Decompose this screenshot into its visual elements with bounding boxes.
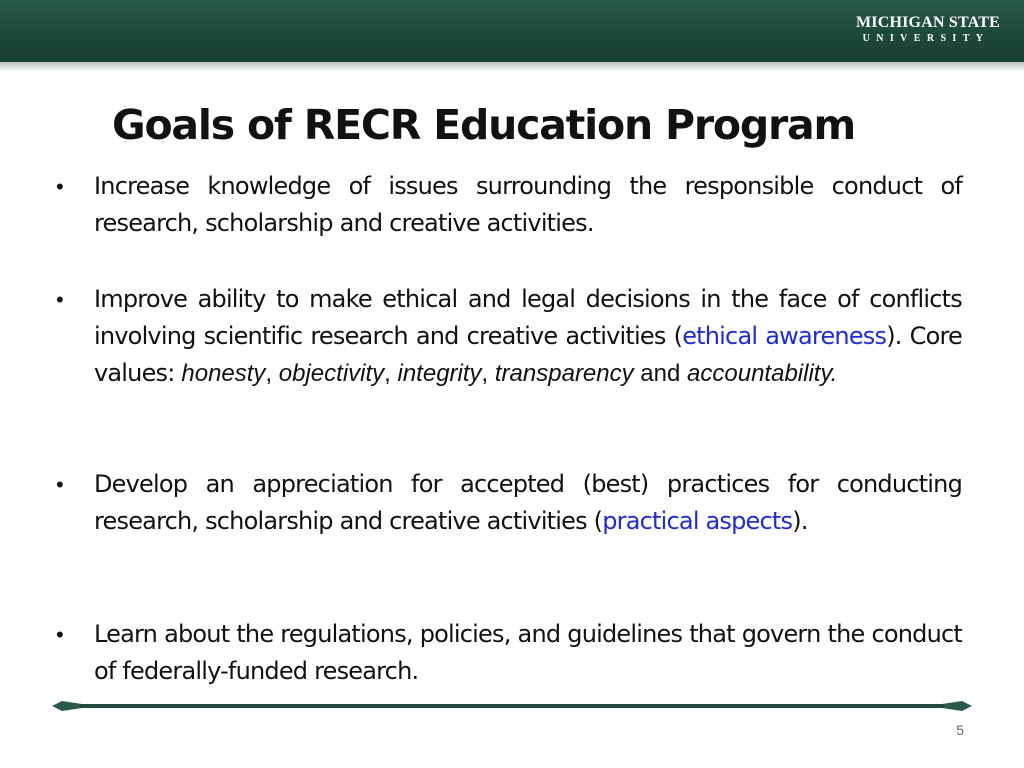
bullet-text (94, 281, 962, 392)
bullet-text (94, 168, 962, 242)
core-value-accountability: accountability. (687, 360, 838, 387)
separator: , (384, 360, 398, 387)
core-value-integrity: integrity (397, 360, 482, 387)
bullet-text (94, 616, 962, 690)
bullet-2-text-after: ). Core values: (94, 322, 962, 387)
separator: , (265, 360, 279, 387)
bullet-icon: • (56, 472, 64, 497)
logo-line-2: UNIVERSITY (862, 33, 990, 44)
logo-line-1: MICHIGAN STATE (856, 14, 1001, 31)
bullet-icon: • (56, 287, 64, 312)
bullet-3-text-before: Develop an appreciation for accepted (best) practices for conducting research, scholarship and creative activities ( (94, 470, 962, 535)
slide-title: Goals of RECR Education Program (112, 101, 856, 149)
bullet-1-text: Increase knowledge of issues surrounding the responsible conduct of research, scholarship and creative activities. (94, 172, 962, 237)
core-value-transparency: transparency (494, 360, 634, 387)
ethical-awareness-highlight: ethical awareness (682, 322, 887, 350)
bullet-2-text-before: Improve ability to make ethical and legal decisions in the face of conflicts involving scientific research and creative activities ( (94, 285, 962, 350)
footer-divider (52, 699, 972, 713)
practical-aspects-highlight: practical aspects (602, 507, 793, 535)
conjunction: and (633, 360, 688, 387)
core-value-honesty: honesty (181, 360, 266, 387)
separator: , (481, 360, 495, 387)
bullet-icon: • (56, 622, 64, 647)
page-number: 5 (956, 722, 964, 738)
bullet-text (94, 466, 962, 540)
bullet-icon: • (56, 174, 64, 199)
core-value-objectivity: objectivity (278, 360, 385, 387)
bullet-4-text: Learn about the regulations, policies, and guidelines that govern the conduct of federally-funded research. (94, 620, 962, 685)
bullet-3-text-after: ). (792, 507, 808, 535)
